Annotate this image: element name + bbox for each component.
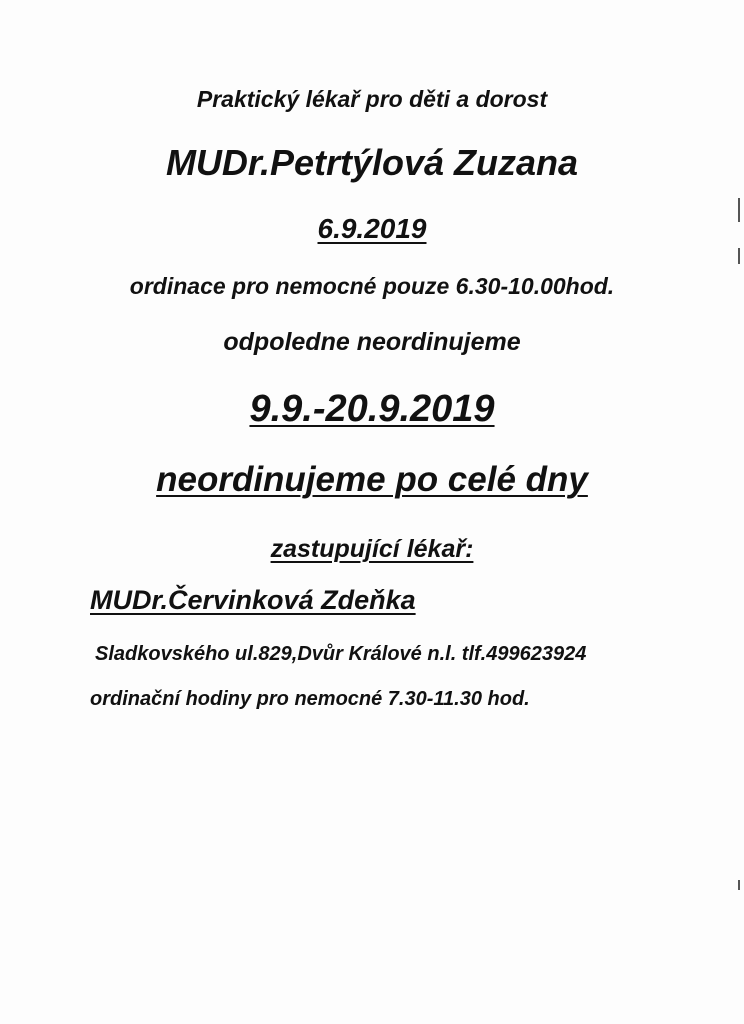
single-date-line bbox=[0, 215, 744, 243]
date-range: 9.9.-20.9.2019 bbox=[249, 388, 495, 430]
scan-edge-mark bbox=[738, 248, 740, 264]
afternoon-closed-text: odpoledne neordinujeme bbox=[223, 328, 521, 356]
single-date: 6.9.2019 bbox=[317, 213, 427, 244]
substitute-address: Sladkovského ul.829,Dvůr Králové n.l. tlf.499623924 bbox=[95, 643, 587, 665]
closed-days-text: neordinujeme po celé dny bbox=[156, 460, 588, 499]
sick-hours-text: ordinace pro nemocné pouze 6.30-10.00hod. bbox=[129, 273, 615, 299]
date-range-line bbox=[0, 390, 744, 428]
scan-edge-mark bbox=[738, 198, 740, 222]
closed-days-line bbox=[0, 462, 744, 497]
substitute-label: zastupující lékař: bbox=[270, 535, 474, 563]
practice-subtitle: Praktický lékař pro děti a dorost bbox=[196, 86, 548, 112]
doctor-name-heading: MUDr.Petrtýlová Zuzana bbox=[165, 142, 579, 183]
substitute-name-line bbox=[90, 587, 416, 614]
substitute-hours: ordinační hodiny pro nemocné 7.30-11.30 hod. bbox=[90, 688, 530, 710]
scan-edge-mark bbox=[738, 880, 740, 890]
substitute-name: MUDr.Červinková Zdeňka bbox=[90, 585, 416, 615]
substitute-label-line bbox=[0, 537, 744, 562]
